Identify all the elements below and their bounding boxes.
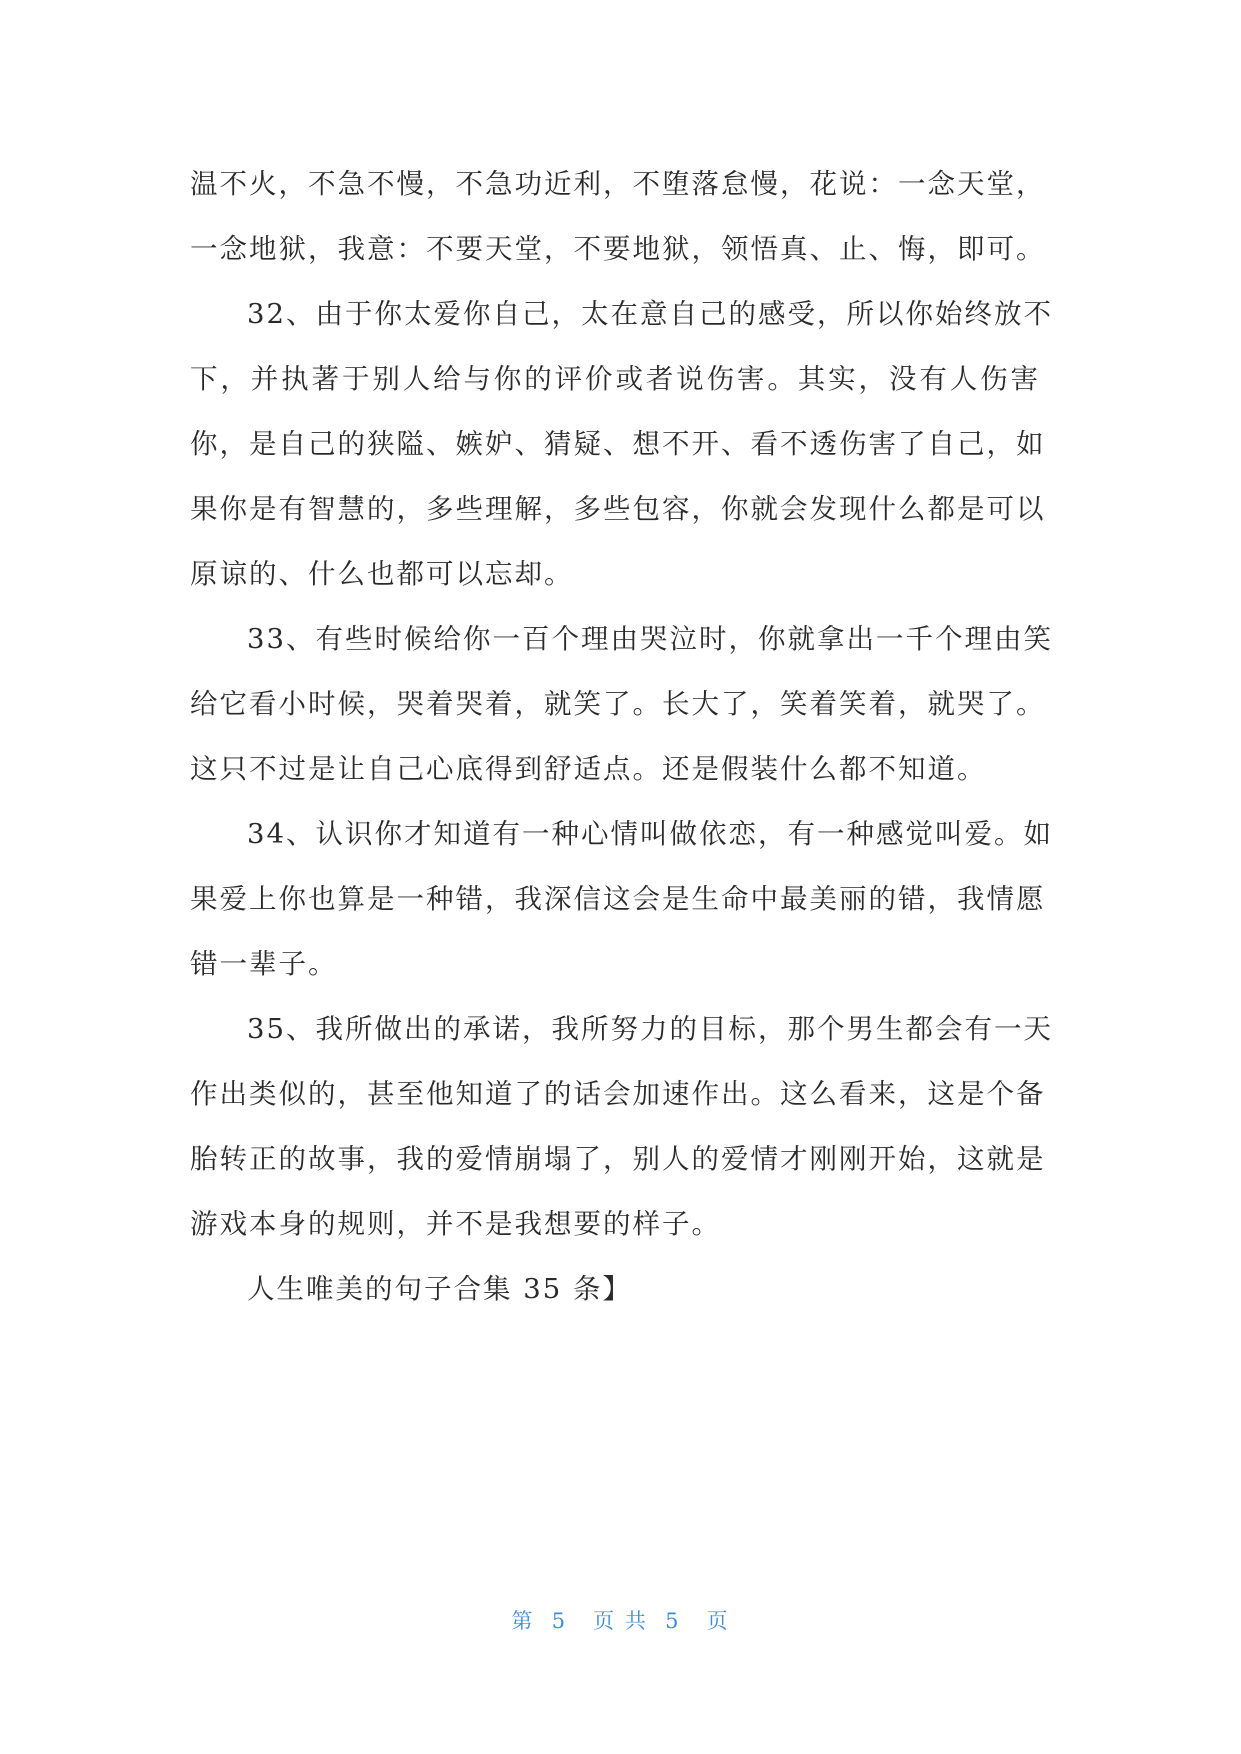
text-line: 你，是自己的狭隘、嫉妒、猜疑、想不开、看不透伤害了自己，如 (190, 428, 1046, 460)
paragraph (190, 1005, 1053, 1265)
text-line: 给它看小时候，哭着哭着，就笑了。长大了，笑着笑着，就哭了。 (190, 688, 1046, 720)
text-line: 35、我所做出的承诺，我所努力的目标，那个男生都会有一天 (247, 1013, 1053, 1045)
text-line: 原谅的、什么也都可以忘却。 (190, 558, 574, 590)
paragraph (190, 160, 1046, 290)
text-line: 一念地狱，我意：不要天堂，不要地狱，领悟真、止、悔，即可。 (190, 233, 1046, 265)
paragraph (190, 615, 1053, 810)
text-line: 温不火，不急不慢，不急功近利，不堕落怠慢，花说：一念天堂， (190, 168, 1046, 200)
document-body (190, 160, 1053, 1330)
text-line: 下，并执著于别人给与你的评价或者说伤害。其实，没有人伤害 (190, 363, 1040, 395)
text-line: 32、由于你太爱你自己，太在意自己的感受，所以你始终放不 (247, 298, 1053, 330)
text-line: 33、有些时候给你一百个理由哭泣时，你就拿出一千个理由笑 (247, 623, 1053, 655)
page-footer: 第 5 页 共 5 页 (511, 1609, 730, 1633)
paragraph (190, 810, 1053, 1005)
paragraph (190, 1265, 1040, 1330)
text-line: 果爱上你也算是一种错，我深信这会是生命中最美丽的错，我情愿 (190, 883, 1046, 915)
text-line: 人生唯美的句子合集 35 条】 (247, 1273, 632, 1305)
text-line: 34、认识你才知道有一种心情叫做依恋，有一种感觉叫爱。如 (247, 818, 1053, 850)
text-line: 胎转正的故事，我的爱情崩塌了，别人的爱情才刚刚开始，这就是 (190, 1143, 1046, 1175)
text-line: 果你是有智慧的，多些理解，多些包容，你就会发现什么都是可以 (190, 493, 1046, 525)
paragraph (190, 290, 1053, 615)
text-line: 这只不过是让自己心底得到舒适点。还是假装什么都不知道。 (190, 753, 987, 785)
text-line: 作出类似的，甚至他知道了的话会加速作出。这么看来，这是个备 (190, 1078, 1046, 1110)
text-line: 游戏本身的规则，并不是我想要的样子。 (190, 1208, 721, 1240)
text-line: 错一辈子。 (190, 948, 338, 980)
